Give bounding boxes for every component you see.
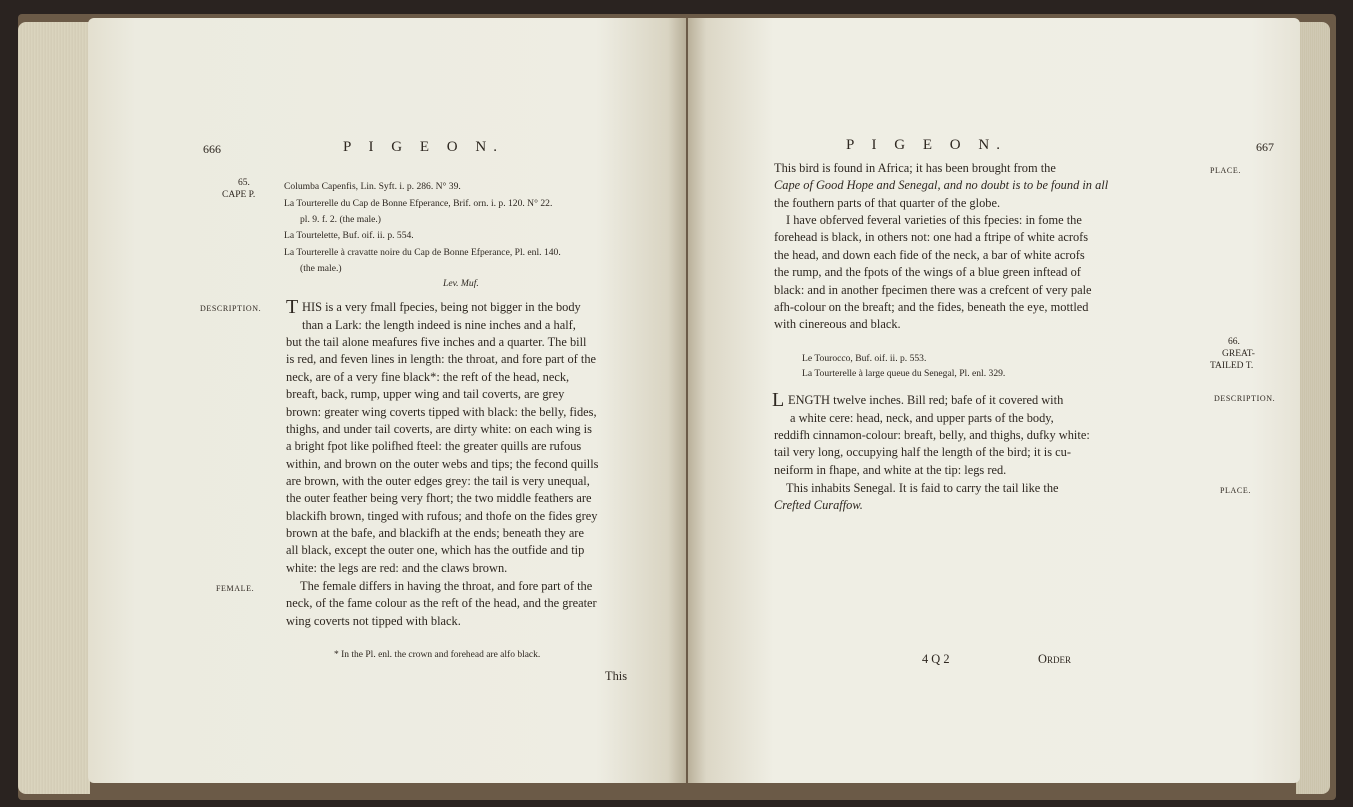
body-line: white: the legs are red: and the claws brown. bbox=[286, 561, 508, 575]
page-number: 666 bbox=[203, 142, 221, 156]
drop-cap: T bbox=[286, 296, 299, 318]
footnote: * In the Pl. enl. the crown and forehead are alfo black. bbox=[334, 650, 541, 660]
synonym-line: (the male.) bbox=[300, 263, 342, 274]
body-line: ENGTH twelve inches. Bill red; bafe of it covered with bbox=[788, 393, 1064, 407]
body-line: The female differs in having the throat, and fore part of the bbox=[300, 579, 593, 593]
description-label: DESCRIPTION. bbox=[200, 304, 262, 313]
body-line: all black, except the outer one, which has the outfide and tip bbox=[286, 543, 585, 557]
body-line: breaft, back, rump, upper wing and tail coverts, are grey bbox=[286, 387, 565, 401]
species-name: TAILED T. bbox=[1210, 361, 1254, 371]
body-line: within, and brown on the outer webs and tips; the fecond quills bbox=[286, 457, 599, 471]
synonym-line: Le Tourocco, Buf. oif. ii. p. 553. bbox=[802, 353, 927, 364]
body-line: the fouthern parts of that quarter of the globe. bbox=[774, 196, 1001, 210]
body-line: black: and in another fpecimen there was a crefcent of very pale bbox=[774, 283, 1092, 297]
body-line: the head, and down each fide of the neck, a bar of white acrofs bbox=[774, 248, 1085, 262]
body-line: neck, of the fame colour as the reft of the head, and the greater bbox=[286, 596, 597, 610]
museum-reference: Lev. Muf. bbox=[443, 278, 479, 289]
drop-cap: L bbox=[772, 389, 785, 411]
body-line: wing coverts not tipped with black. bbox=[286, 614, 461, 628]
place-label: PLACE. bbox=[1210, 166, 1241, 175]
species-number: 65. bbox=[238, 178, 250, 188]
species-number: 66. bbox=[1228, 337, 1240, 347]
body-line: neck, are of a very fine black*: the reft of the head, neck, bbox=[286, 370, 570, 384]
body-line: with cinereous and black. bbox=[774, 317, 901, 331]
synonym-line: La Tourterelle du Cap de Bonne Efperance, Brif. orn. i. p. 120. N° 22. bbox=[284, 198, 553, 209]
synonym-line: La Tourterelle à large queue du Senegal, Pl. enl. 329. bbox=[802, 368, 1006, 379]
body-line: brown at the bafe, and blackifh at the ends; beneath they are bbox=[286, 526, 584, 540]
body-line: HIS is a very fmall fpecies, being not bigger in the body bbox=[302, 300, 581, 314]
body-line: thighs, and under tail coverts, are dirty white: on each wing is bbox=[286, 422, 592, 436]
body-line: brown: greater wing coverts tipped with black: the belly, fides, bbox=[286, 405, 597, 419]
body-line: reddifh cinnamon-colour: breaft, belly, and thighs, dufky white: bbox=[774, 428, 1090, 442]
synonym-line: Columba Capenfis, Lin. Syft. i. p. 286. N° 39. bbox=[284, 181, 461, 192]
signature-mark: 4 Q 2 bbox=[922, 652, 950, 666]
right-page bbox=[688, 18, 1300, 783]
body-line: but the tail alone meafures five inches and a quarter. The bill bbox=[286, 335, 587, 349]
species-name: GREAT- bbox=[1222, 349, 1255, 359]
left-page-edges bbox=[18, 22, 90, 794]
body-line: than a Lark: the length indeed is nine inches and a half, bbox=[302, 318, 576, 332]
female-label: FEMALE. bbox=[216, 584, 255, 593]
body-line: I have obferved feveral varieties of this fpecies: in fome the bbox=[786, 213, 1082, 227]
body-line: neiform in fhape, and white at the tip: legs red. bbox=[774, 463, 1007, 477]
body-line: tail very long, occupying half the length of the bird; it is cu- bbox=[774, 445, 1071, 459]
body-line: Cape of Good Hope and Senegal, and no doubt is to be found in all bbox=[774, 178, 1109, 192]
body-line: the outer feather being very fhort; the two middle feathers are bbox=[286, 491, 592, 505]
left-page bbox=[88, 18, 686, 783]
species-name: CAPE P. bbox=[222, 190, 256, 200]
synonym-line: La Tourtelette, Buf. oif. ii. p. 554. bbox=[284, 230, 414, 241]
page-number: 667 bbox=[1256, 140, 1274, 154]
catchword: Order bbox=[1038, 652, 1071, 666]
body-line: afh-colour on the breaft; and the fides, beneath the eye, mottled bbox=[774, 300, 1089, 314]
body-line: This inhabits Senegal. It is faid to carry the tail like the bbox=[786, 481, 1059, 495]
body-line: forehead is black, in others not: one had a ftripe of white acrofs bbox=[774, 230, 1089, 244]
running-head: P I G E O N. bbox=[343, 139, 504, 155]
body-line: a bright fpot like polifhed fteel: the greater quills are rufous bbox=[286, 439, 582, 453]
place-label: PLACE. bbox=[1220, 486, 1251, 495]
body-line: is red, and feven lines in length: the throat, and fore part of the bbox=[286, 352, 597, 366]
body-line: This bird is found in Africa; it has been brought from the bbox=[774, 161, 1056, 175]
catchword: This bbox=[605, 669, 628, 683]
body-line: a white cere: head, neck, and upper parts of the body, bbox=[790, 411, 1054, 425]
body-line: are brown, with the outer edges grey: the tail is very unequal, bbox=[286, 474, 590, 488]
synonym-line: pl. 9. f. 2. (the male.) bbox=[300, 214, 381, 225]
synonym-line: La Tourterelle à cravatte noire du Cap de Bonne Efperance, Pl. enl. 140. bbox=[284, 247, 561, 258]
body-line: the rump, and the fpots of the wings of a blue green inftead of bbox=[774, 265, 1081, 279]
body-line: blackifh brown, tinged with rufous; and thofe on the fides grey bbox=[286, 509, 598, 523]
description-label: DESCRIPTION. bbox=[1214, 394, 1276, 403]
running-head: P I G E O N. bbox=[846, 137, 1007, 153]
body-line: Crefted Curaffow. bbox=[774, 498, 863, 512]
right-page-edges bbox=[1296, 22, 1330, 794]
